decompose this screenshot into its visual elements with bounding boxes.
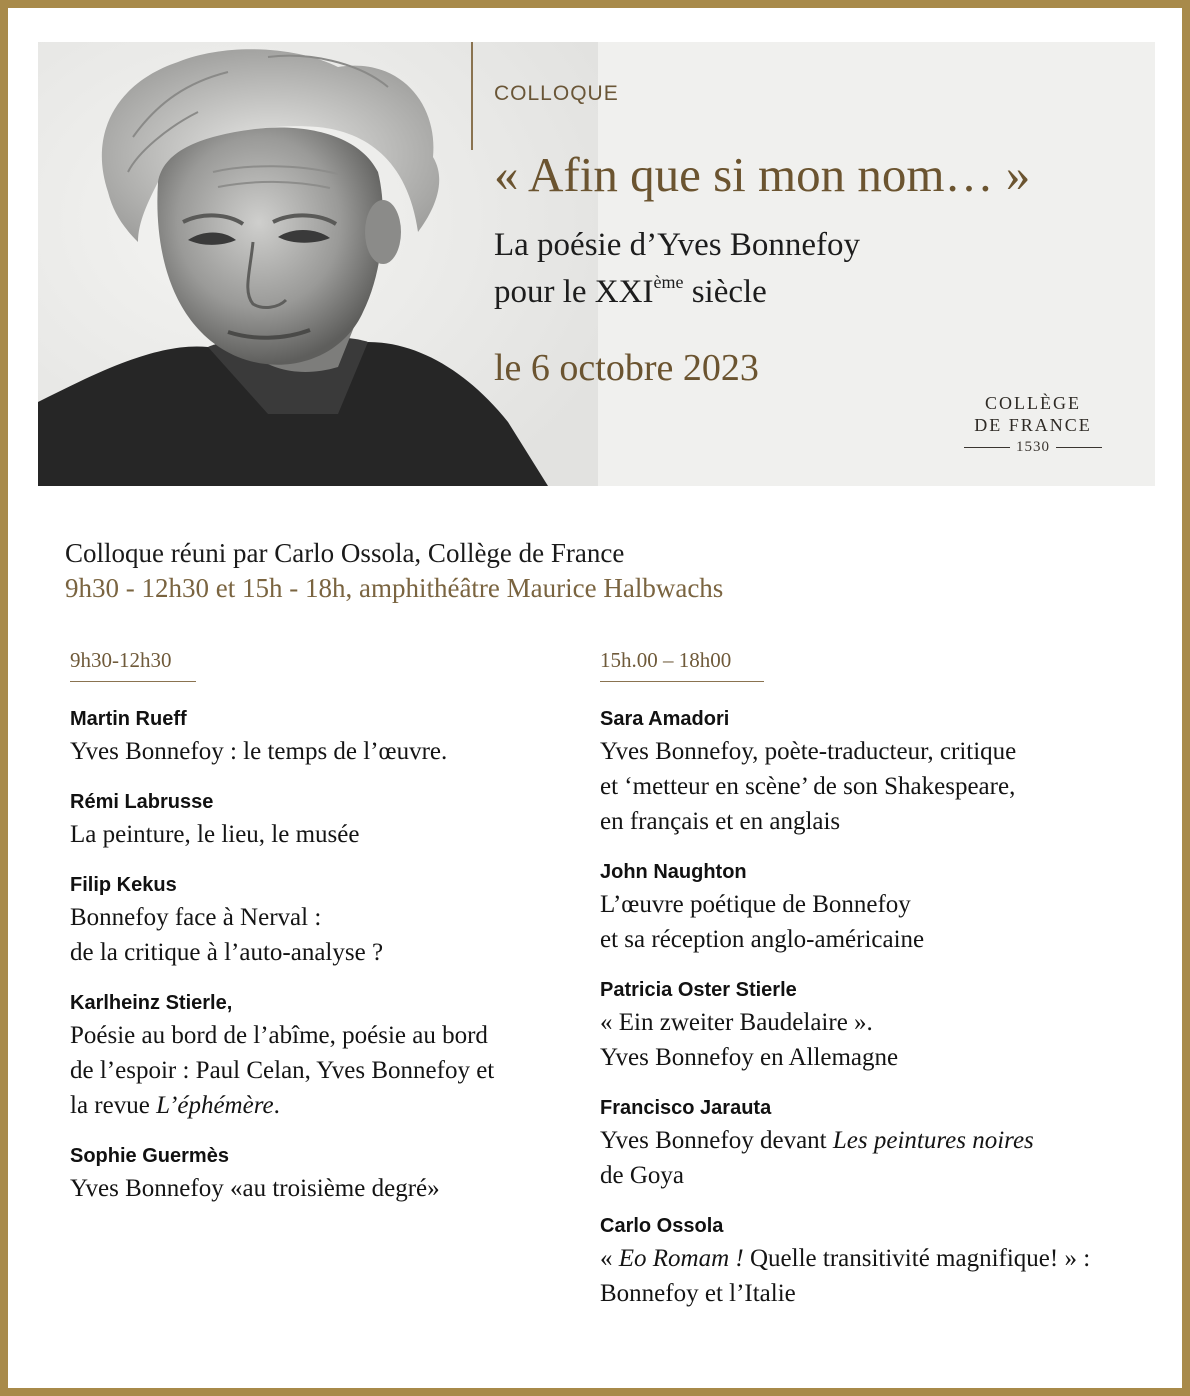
talk-list (70, 706, 560, 1206)
talk-item (70, 990, 560, 1123)
talk-title: Yves Bonnefoy : le temps de l’œuvre. (70, 738, 448, 765)
talk-item (70, 872, 560, 970)
event-type-label: COLLOQUE (494, 82, 619, 105)
event-date: le 6 octobre 2023 (494, 347, 759, 389)
accent-divider (471, 42, 473, 150)
ordinal-superscript: ème (653, 272, 684, 292)
talk-item (600, 1213, 1160, 1311)
speaker-name: Carlo Ossola (600, 1215, 724, 1237)
header-banner (38, 42, 1155, 486)
quote-italic: Eo Romam ! (618, 1245, 744, 1272)
journal-title: L’éphémère (156, 1092, 274, 1119)
talk-item (600, 977, 1160, 1075)
logo-year: 1530 (1016, 439, 1050, 455)
talk-item (600, 1095, 1160, 1193)
speaker-name: Sara Amadori (600, 708, 730, 730)
college-de-france-logo: COLLÈGE DE FRANCE 1530 (956, 392, 1110, 458)
speaker-name: Patricia Oster Stierle (600, 979, 797, 1001)
session-time-label: 15h.00 – 18h00 (600, 648, 764, 682)
talk-item (70, 706, 560, 769)
talk-title: L’œuvre poétique de Bonnefoy et sa réception anglo-américaine (600, 891, 925, 953)
poster-frame (8, 8, 1182, 1388)
talk-title: « Ein zweiter Baudelaire ». Yves Bonnefoy en Allemagne (600, 1009, 899, 1071)
event-subtitle (494, 222, 1114, 316)
schedule-line: 9h30 - 12h30 et 15h - 18h, amphithéâtre Maurice Halbwachs (65, 573, 724, 603)
subtitle-line: La poésie d’Yves Bonnefoy (494, 227, 861, 263)
talk-title: Bonnefoy face à Nerval : de la critique à l’auto-analyse ? (70, 904, 384, 966)
talk-title: « Eo Romam ! Quelle transitivité magnifique! » : Bonnefoy et l’Italie (600, 1245, 1091, 1307)
organizer-line: Colloque réuni par Carlo Ossola, Collège de France (65, 538, 625, 568)
talk-title: La peinture, le lieu, le musée (70, 821, 360, 848)
speaker-name: Francisco Jarauta (600, 1097, 772, 1119)
talk-title: Yves Bonnefoy, poète-traducteur, critique et ‘metteur en scène’ de son Shakespeare, en français et en anglais (600, 738, 1017, 835)
talk-title: Poésie au bord de l’abîme, poésie au bord de l’espoir : Paul Celan, Yves Bonnefoy et la revue L’éphémère. (70, 1022, 495, 1119)
event-title: « Afin que si mon nom… » (494, 147, 1031, 202)
speaker-name: Karlheinz Stierle, (70, 992, 233, 1014)
artwork-title: Les peintures noires (832, 1127, 1034, 1154)
speaker-name: Filip Kekus (70, 874, 177, 896)
subtitle-line: pour le XXIème siècle (494, 272, 767, 310)
talk-item (600, 706, 1160, 839)
talk-title: Yves Bonnefoy «au troisième degré» (70, 1175, 440, 1202)
session-time-label: 9h30-12h30 (70, 648, 196, 682)
talk-item (70, 1143, 560, 1206)
speaker-name: Martin Rueff (70, 708, 187, 730)
talk-title: Yves Bonnefoy devant Les peintures noires de Goya (600, 1127, 1034, 1189)
speaker-name: John Naughton (600, 861, 747, 883)
talk-list (600, 706, 1160, 1311)
afternoon-session (600, 648, 1160, 1331)
talk-item (70, 789, 560, 852)
talk-item (600, 859, 1160, 957)
speaker-name: Sophie Guermès (70, 1145, 229, 1167)
morning-session (70, 648, 560, 1226)
speaker-name: Rémi Labrusse (70, 791, 214, 813)
